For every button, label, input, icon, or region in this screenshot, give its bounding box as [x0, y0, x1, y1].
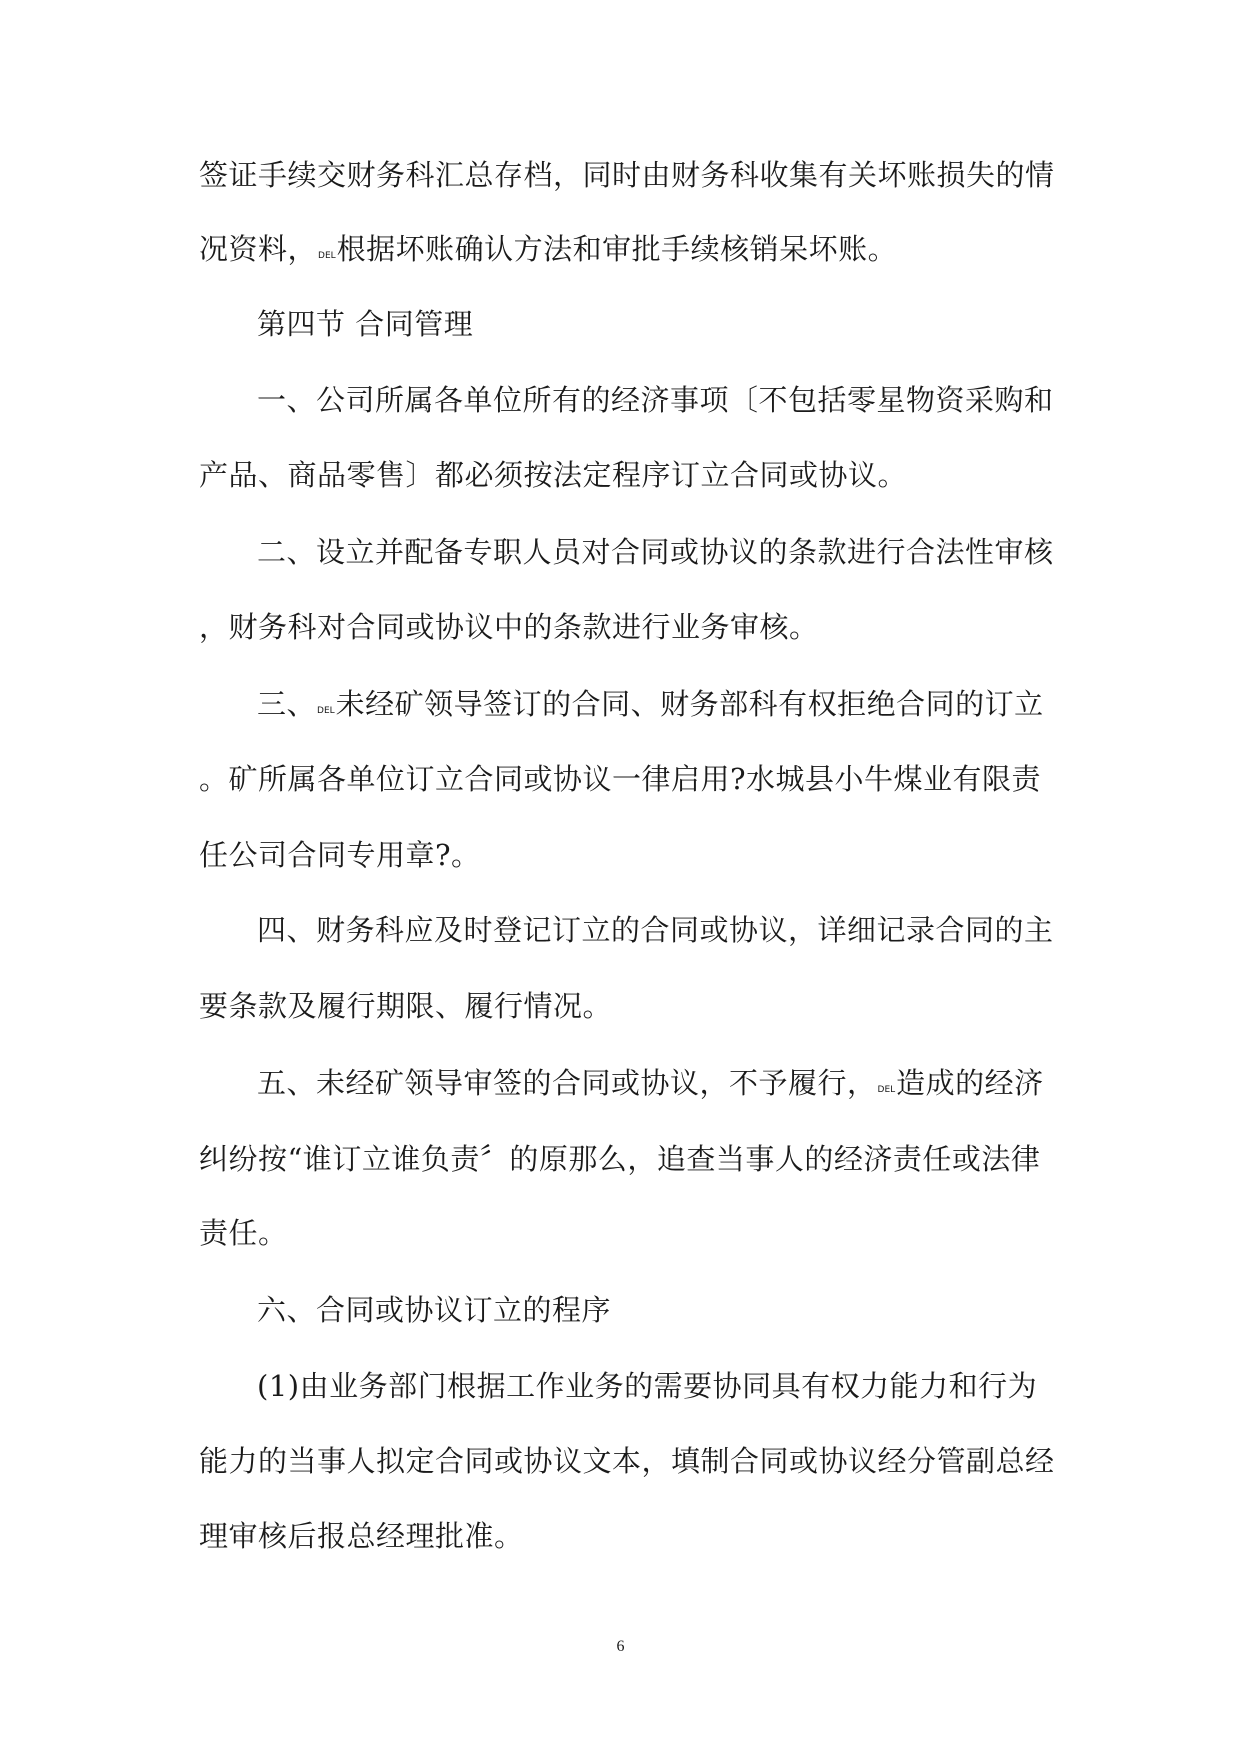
text-line-1: 签证手续交财务科汇总存档，同时由财务科收集有关坏账损失的情 — [199, 158, 1055, 192]
del-mark: DEL — [317, 706, 335, 716]
del-mark: DEL — [877, 1085, 896, 1095]
page-number: 6 — [616, 1638, 625, 1655]
section-heading: 第四节 合同管理 — [257, 307, 474, 341]
text-line-9: 。矿所属各单位订立合同或协议一律启用?水城县小牛煤业有限责 — [199, 762, 1042, 796]
text-line-10: 任公司合同专用章?。 — [199, 838, 481, 872]
text-line-2: 况资料，DEL根据坏账确认方法和审批手续核销呆坏账。 — [199, 232, 898, 266]
text-line-18: 能力的当事人拟定合同或协议文本，填制合同或协议经分管副总经 — [199, 1444, 1055, 1478]
text-line-14: 纠纷按“谁订立谁负责〞的原那么，追查当事人的经济责任或法律 — [199, 1142, 1041, 1176]
text-line-12: 要条款及履行期限、履行情况。 — [199, 989, 613, 1023]
text-line-7: ，财务科对合同或协议中的条款进行业务审核。 — [199, 610, 819, 644]
text-line-19: 理审核后报总经理批准。 — [199, 1519, 524, 1553]
text-line-8: 三、DEL未经矿领导签订的合同、财务部科有权拒绝合同的订立 — [257, 687, 1044, 721]
text-line-5: 产品、商品零售〕都必须按法定程序订立合同或协议。 — [199, 458, 908, 492]
text-line-6: 二、设立并配备专职人员对合同或协议的条款进行合法性审核 — [257, 535, 1054, 569]
text-line-11: 四、财务科应及时登记订立的合同或协议，详细记录合同的主 — [257, 913, 1054, 947]
text-line-15: 责任。 — [199, 1216, 288, 1250]
text-line-13: 五、未经矿领导审签的合同或协议，不予履行，DEL造成的经济 — [257, 1066, 1044, 1100]
text-line-16: 六、合同或协议订立的程序 — [257, 1293, 612, 1327]
text-line-4: 一、公司所属各单位所有的经济事项〔不包括零星物资采购和 — [257, 383, 1054, 417]
del-mark: DEL — [318, 251, 336, 261]
text-line-17: (1)由业务部门根据工作业务的需要协同具有权力能力和行为 — [257, 1369, 1038, 1403]
